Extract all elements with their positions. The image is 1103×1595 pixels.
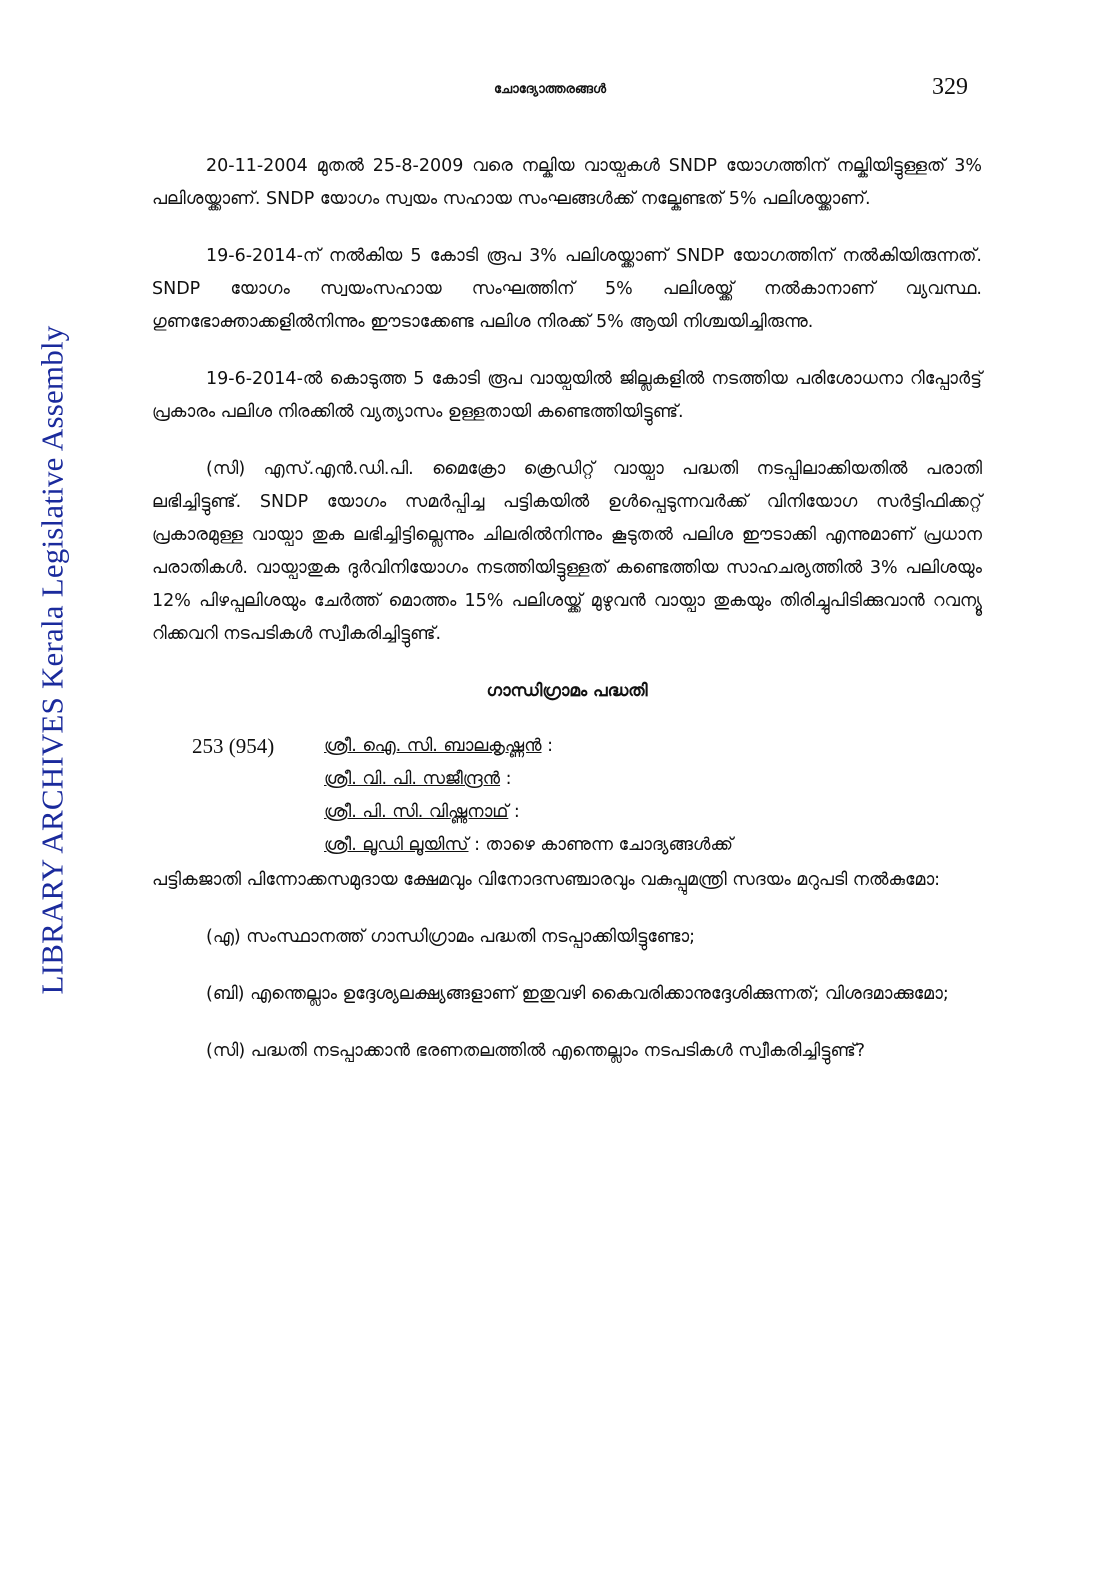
question-number: 253 (954): [192, 734, 275, 758]
member-suffix: :: [500, 769, 512, 789]
library-archives-side-stamp: [14, 130, 90, 1190]
answer-paragraph-3: 19-6-2014-ൽ കൊടുത്ത 5 കോടി രൂപ വായ്പയിൽ ജില്ലകളിൽ നടത്തിയ പരിശോധനാ റിപ്പോർട്ട് പ്രകാരം പലിശ നിരക്കിൽ വ്യത്യാസം ഉള്ളതായി കണ്ടെത്തിയിട്ടുണ്ട്.: [152, 369, 982, 422]
question-addressee: പട്ടികജാതി പിന്നോക്കസമുദായ ക്ഷേമവും വിനോദസഞ്ചാരവും വകുപ്പുമന്ത്രി സദയം മറുപടി നൽകുമോ:: [152, 870, 941, 890]
member-4: [324, 829, 982, 862]
running-head: ചോദ്യോത്തരങ്ങൾ: [493, 82, 607, 97]
answer-paragraph-2: 19-6-2014-ന് നൽകിയ 5 കോടി രൂപ 3% പലിശയ്ക്കാണ് SNDP യോഗത്തിന് നൽകിയിരുന്നത്. SNDP യോഗം സ്വയംസഹായ സംഘത്തിന് 5% പലിശയ്ക്ക് നൽകാനാണ് വ്യവസ്ഥ. ഗുണഭോക്താക്കളിൽനിന്നും ഈടാക്കേണ്ട പലിശ നിരക്ക് 5% ആയി നിശ്ചയിച്ചിരുന്നു.: [152, 246, 982, 332]
member-list: [324, 730, 982, 862]
side-stamp-text: LIBRARY ARCHIVES Kerala Legislative Assembly: [34, 325, 69, 995]
answer-paragraph-1: 20-11-2004 മുതൽ 25-8-2009 വരെ നല്കിയ വായ്പകൾ SNDP യോഗത്തിന് നല്കിയിട്ടുള്ളത് 3% പലിശയ്ക്കാണ്. SNDP യോഗം സ്വയം സഹായ സംഘങ്ങൾക്ക് നല്കേണ്ടത് 5% പലിശയ്ക്കാണ്.: [152, 156, 982, 209]
page-number: 329: [932, 74, 968, 100]
member-3: [324, 796, 982, 829]
question-part-b: (ബി) എന്തെല്ലാം ഉദ്ദേശ്യലക്ഷ്യങ്ങളാണ് ഇതുവഴി കൈവരിക്കാനുദ്ദേശിക്കുന്നത്; വിശദമാക്കുമോ;: [206, 984, 949, 1004]
member-name: ശ്രീ. വി. പി. സജീന്ദ്രൻ: [324, 769, 501, 789]
question-part-a: (എ) സംസ്ഥാനത്ത് ഗാന്ധിഗ്രാമം പദ്ധതി നടപ്പാക്കിയിട്ടുണ്ടോ;: [206, 927, 696, 947]
answer-paragraph-c: (സി) എസ്.എൻ.ഡി.പി. മൈക്രോ ക്രെഡിറ്റ് വായ്പാ പദ്ധതി നടപ്പിലാക്കിയതിൽ പരാതി ലഭിച്ചിട്ടുണ്ട്. SNDP യോഗം സമർപ്പിച്ച പട്ടികയിൽ ഉൾപ്പെടുന്നവർക്ക് വിനിയോഗ സർട്ടിഫിക്കറ്റ് പ്രകാരമുള്ള വായ്പാ തുക ലഭിച്ചിട്ടില്ലെന്നും ചിലരിൽനിന്നും കൂടുതൽ പലിശ ഈടാക്കി എന്നുമാണ് പ്രധാന പരാതികൾ. വായ്പാതുക ദുർവിനിയോഗം നടത്തിയിട്ടുള്ളത് കണ്ടെത്തിയ സാഹചര്യത്തിൽ 3% പലിശയും 12% പിഴപ്പലിശയും ചേർത്ത് മൊത്തം 15% പലിശയ്ക്ക് മുഴുവൻ വായ്പാ തുകയും തിരിച്ചുപിടിക്കുവാൻ റവന്യൂ റിക്കവറി നടപടികൾ സ്വീകരിച്ചിട്ടുണ്ട്.: [152, 459, 982, 644]
member-name: ശ്രീ. ലൂഡി ലൂയിസ്: [324, 835, 469, 855]
member-2: [324, 763, 982, 796]
member-name: ശ്രീ. ഐ. സി. ബാലകൃഷ്ണൻ: [324, 736, 542, 756]
member-1: [324, 730, 982, 763]
question-block: [152, 730, 982, 862]
question-part-c: (സി) പദ്ധതി നടപ്പാക്കാൻ ഭരണതലത്തിൽ എന്തെല്ലാം നടപടികൾ സ്വീകരിച്ചിട്ടുണ്ട്?: [206, 1041, 865, 1061]
section-heading: ഗാന്ധിഗ്രാമം പദ്ധതി: [486, 681, 648, 701]
member-name: ശ്രീ. പി. സി. വിഷ്ണുനാഥ്: [324, 802, 509, 822]
member-suffix: :: [541, 736, 553, 756]
page-body: [152, 150, 982, 1092]
member-suffix: : താഴെ കാണുന്ന ചോദ്യങ്ങൾക്ക്: [468, 835, 733, 855]
member-suffix: :: [508, 802, 520, 822]
